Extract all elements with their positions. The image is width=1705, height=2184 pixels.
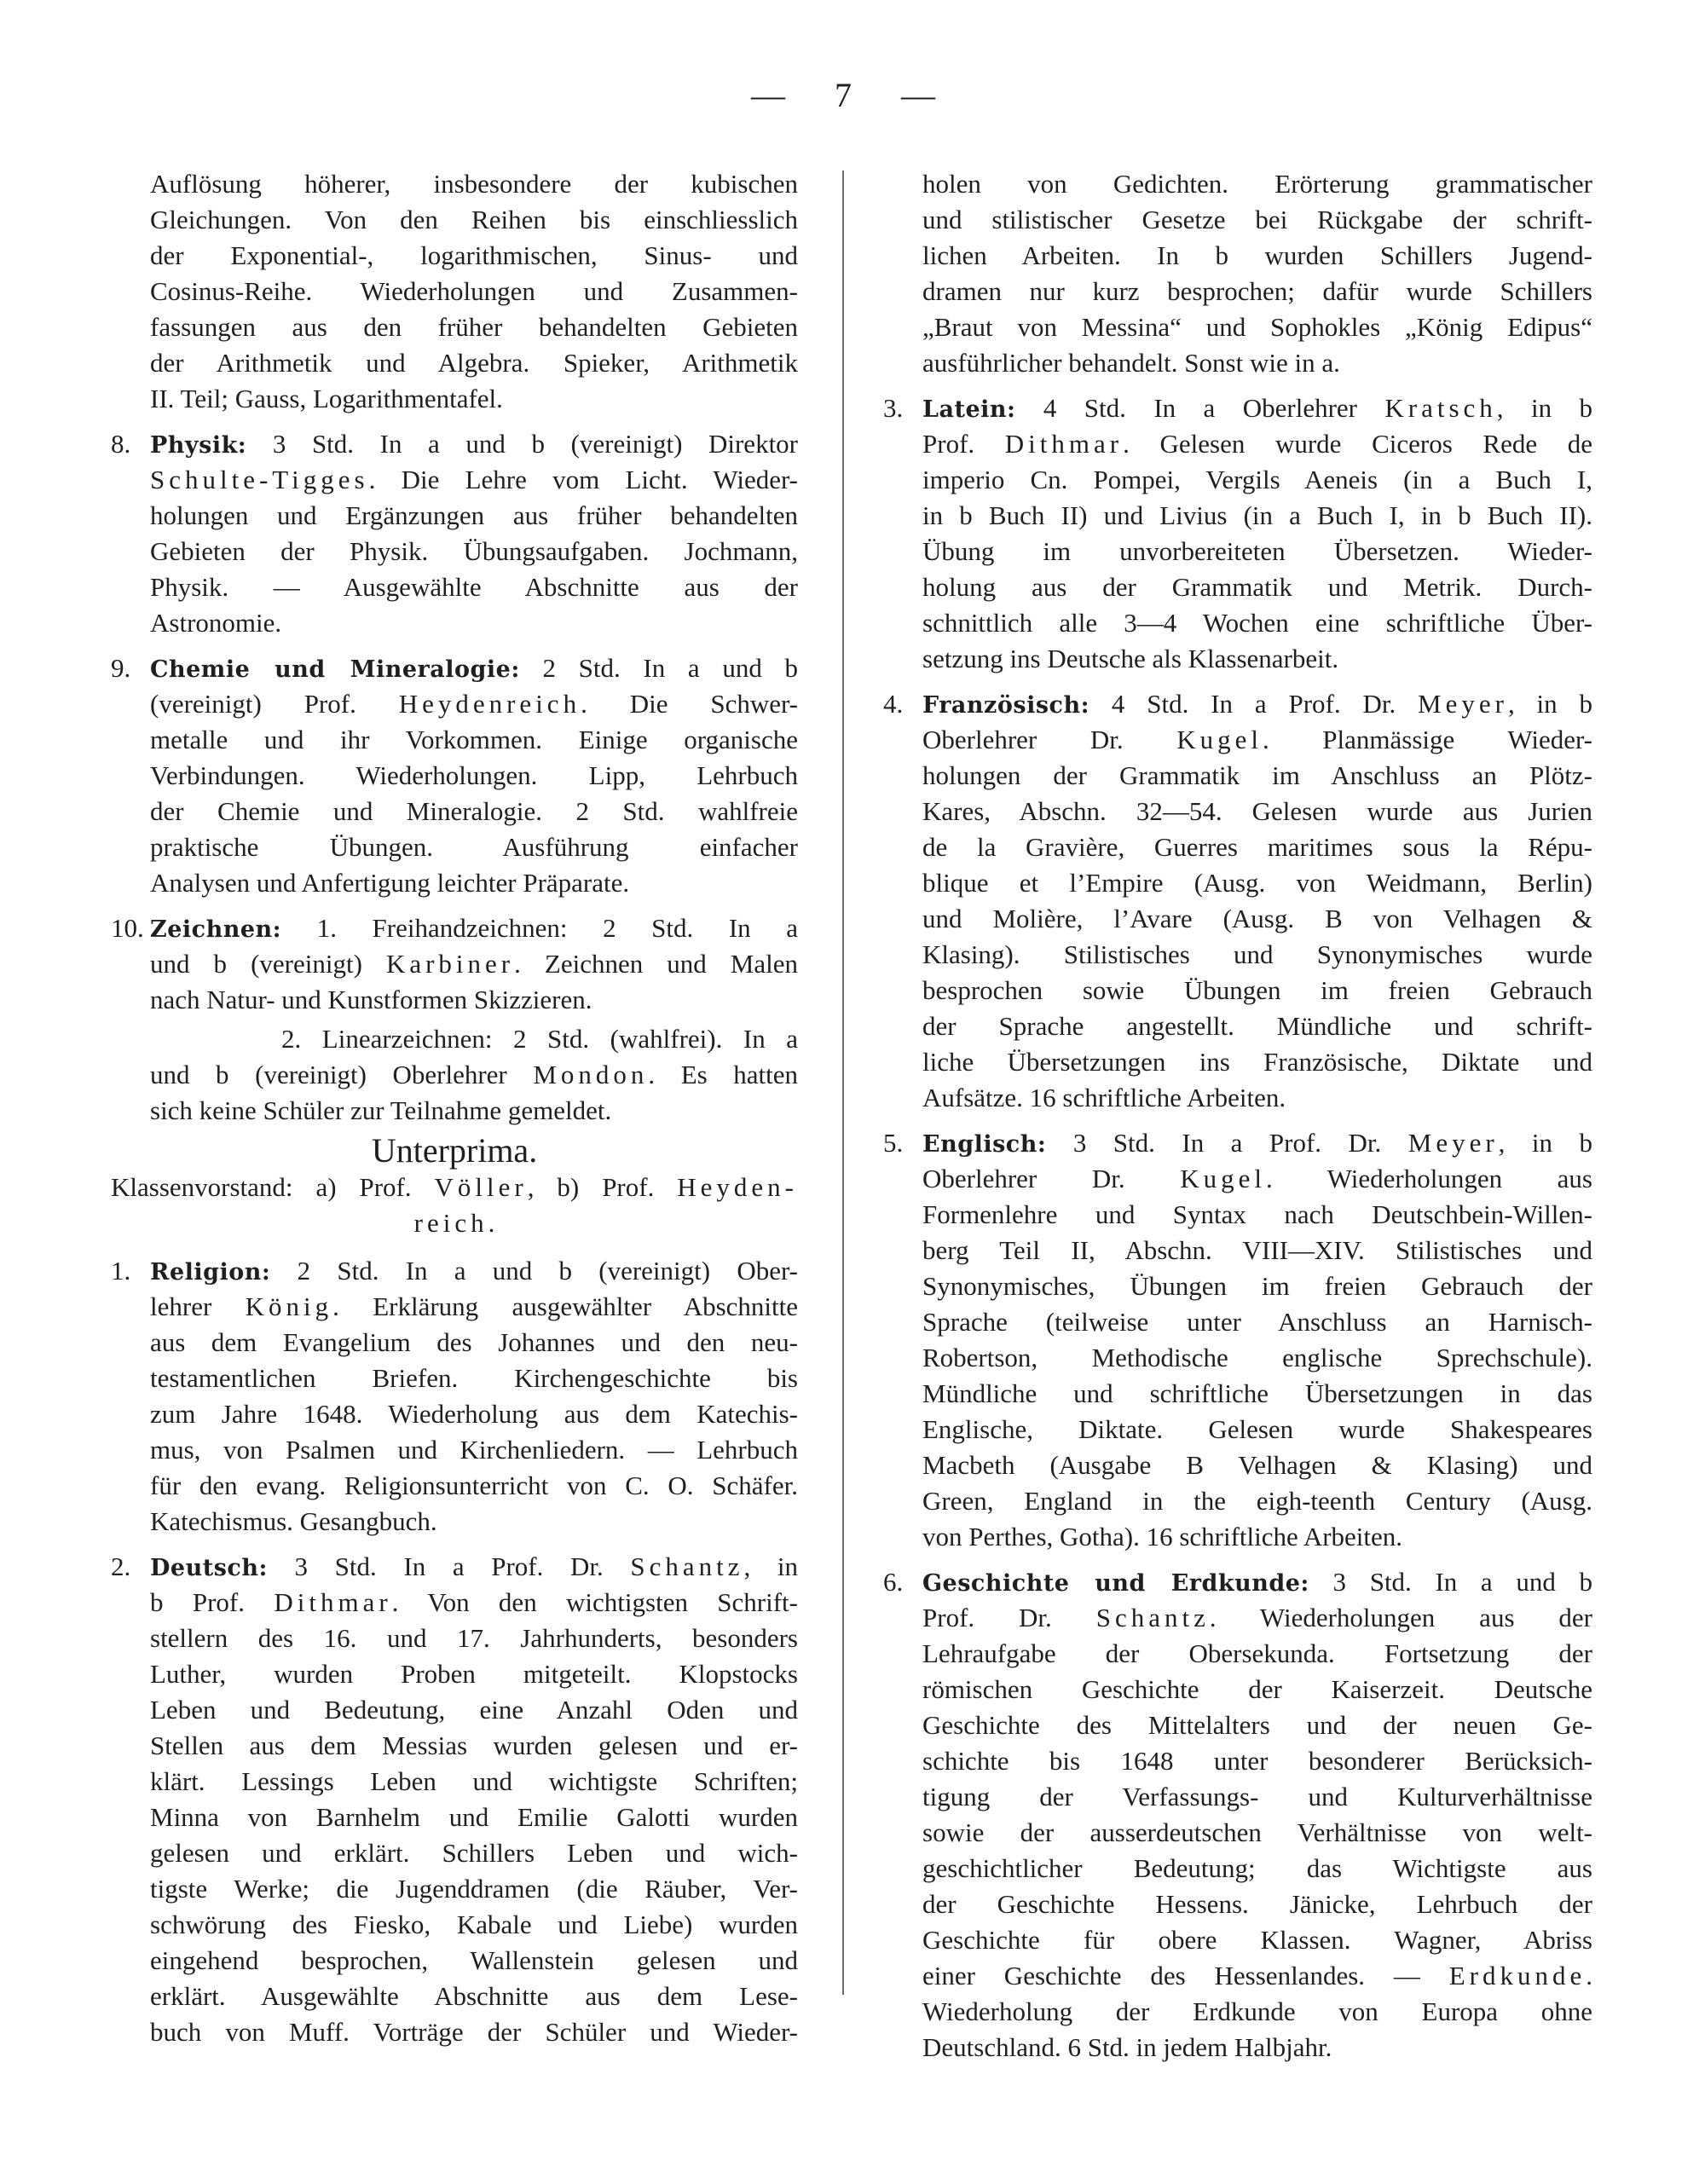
text-line: Oberlehrer Dr. Kugel. Wiederholungen aus: [922, 1164, 1592, 1193]
text-line: holungen und Ergänzungen aus früher behandelten: [150, 500, 798, 530]
teacher-name: Schantz: [1095, 1603, 1210, 1632]
teacher-name: reich: [413, 1208, 488, 1238]
text-line: II. Teil; Gauss, Logarithmentafel.: [150, 384, 503, 413]
text-line: setzung ins Deutsche als Klassenarbeit.: [922, 644, 1339, 673]
text-line: Green, England in the eigh-teenth Century (Ausg.: [922, 1486, 1592, 1516]
text-line: und stilistischer Gesetze bei Rückgabe der schrift-: [922, 205, 1592, 234]
text-line: Formenlehre und Syntax nach Deutschbein-Willen-: [922, 1199, 1592, 1229]
text-line: berg Teil II, Abschn. VIII—XIV. Stilistisches und: [922, 1235, 1592, 1265]
section-number: 4.: [883, 689, 904, 719]
text-line: Macbeth (Ausgabe B Velhagen & Klasing) und: [922, 1450, 1592, 1480]
text-line: sowie der ausserdeutschen Verhältnisse von welt-: [922, 1817, 1592, 1847]
text-line: und Molière, l’Avare (Ausg. B von Velhagen &: [922, 904, 1592, 933]
section-heading: Englisch:: [922, 1131, 1047, 1158]
text-line: eingehend besprochen, Wallenstein gelesen und: [150, 1945, 798, 1975]
text-line: holungen der Grammatik im Anschluss an Plötz-: [922, 760, 1592, 790]
text-line: sich keine Schüler zur Teilnahme gemeldet.: [150, 1095, 612, 1125]
text-line: zum Jahre 1648. Wiederholung aus dem Katechis-: [150, 1399, 798, 1429]
section-heading: Latein:: [922, 396, 1016, 423]
text-line: schnittlich alle 3—4 Wochen eine schriftliche Über-: [922, 608, 1592, 638]
text-line: Physik. — Ausgewählte Abschnitte aus der: [150, 572, 798, 602]
text-line: Lehraufgabe der Obersekunda. Fortsetzung der: [922, 1638, 1592, 1668]
text-line: tigste Werke; die Jugenddramen (die Räuber, Ver-: [150, 1874, 798, 1904]
text-line: Sprache (teilweise unter Anschluss an Harnisch-: [922, 1307, 1592, 1337]
teacher-name: Völler: [434, 1172, 528, 1202]
section-heading: Zeichnen:: [150, 916, 282, 943]
text-line: Chemie und Mineralogie: 2 Std. In a und b: [150, 653, 798, 683]
text-line: gelesen und erklärt. Schillers Leben und wich-: [150, 1838, 798, 1868]
text-line: Gleichungen. Von den Reihen bis einschliesslich: [150, 205, 798, 234]
text-line: blique et l’Empire (Ausg. von Weidmann, Berlin): [922, 868, 1592, 898]
teacher-name: Schantz: [630, 1551, 744, 1581]
section-number: 9.: [111, 653, 131, 683]
text-line: Gebieten der Physik. Übungsaufgaben. Jochmann,: [150, 536, 798, 566]
text-line: Französisch: 4 Std. In a Prof. Dr. Meyer, in b: [922, 689, 1592, 719]
teacher-name: Mondon: [533, 1060, 649, 1089]
text-line: liche Übersetzungen ins Französische, Diktate und: [922, 1047, 1592, 1077]
text-line: lehrer König. Erklärung ausgewählter Abschnitte: [150, 1291, 798, 1321]
text-line: der Geschichte Hessens. Jänicke, Lehrbuch der: [922, 1889, 1592, 1919]
text-line: Übung im unvorbereiteten Übersetzen. Wieder-: [922, 536, 1592, 566]
text-line: Luther, wurden Proben mitgeteilt. Klopstocks: [150, 1659, 798, 1689]
text-line: Schulte-Tigges. Die Lehre vom Licht. Wieder-: [150, 465, 798, 494]
text-line: Minna von Barnhelm und Emilie Galotti wurden: [150, 1802, 798, 1832]
text-line: klärt. Lessings Leben und wichtigste Schriften;: [150, 1766, 798, 1796]
section-heading: Deutsch:: [150, 1555, 268, 1581]
text-line: und b (vereinigt) Karbiner. Zeichnen und Malen: [150, 949, 798, 979]
text-line: Latein: 4 Std. In a Oberlehrer Kratsch, in b: [922, 393, 1592, 423]
text-line: (vereinigt) Prof. Heydenreich. Die Schwer-: [150, 689, 798, 719]
teacher-name: Meyer: [1407, 1128, 1499, 1158]
text-line: Verbindungen. Wiederholungen. Lipp, Lehrbuch: [150, 760, 798, 790]
section-number: 5.: [883, 1128, 904, 1158]
page-number: [0, 75, 1688, 115]
section-number: 8.: [111, 429, 131, 459]
text-line: geschichtlicher Bedeutung; das Wichtigste aus: [922, 1853, 1592, 1883]
text-line: Prof. Dithmar. Gelesen wurde Ciceros Rede de: [922, 429, 1592, 459]
page-number-value: 7: [835, 76, 853, 114]
class-teacher-line: Klassenvorstand: a) Prof. Völler, b) Prof. Heyden-: [111, 1172, 798, 1202]
section-number: 1.: [111, 1256, 131, 1286]
text-line: holung aus der Grammatik und Metrik. Durch-: [922, 572, 1592, 602]
text-line: 2. Linearzeichnen: 2 Std. (wahlfrei). In a: [281, 1024, 798, 1054]
text-line: und b (vereinigt) Oberlehrer Mondon. Es hatten: [150, 1060, 798, 1089]
text-line: metalle und ihr Vorkommen. Einige organische: [150, 725, 798, 754]
text-line: Geschichte für obere Klassen. Wagner, Abriss: [922, 1925, 1592, 1955]
section-number: 3.: [883, 393, 904, 423]
text-line: fassungen aus den früher behandelten Gebieten: [150, 312, 798, 342]
text-line: b Prof. Dithmar. Von den wichtigsten Schrift-: [150, 1587, 798, 1617]
text-line: Deutsch: 3 Std. In a Prof. Dr. Schantz, in: [150, 1551, 798, 1581]
text-line: Synonymisches, Übungen im freien Gebrauch der: [922, 1271, 1592, 1301]
text-line: lichen Arbeiten. In b wurden Schillers Jugend-: [922, 240, 1592, 270]
teacher-name: Heydenreich: [398, 689, 581, 719]
class-teacher-line: reich.: [413, 1208, 495, 1238]
text-line: ausführlicher behandelt. Sonst wie in a.: [922, 348, 1340, 378]
text-line: Leben und Bedeutung, eine Anzahl Oden und: [150, 1695, 798, 1725]
text-line: Robertson, Methodische englische Sprechschule).: [922, 1343, 1592, 1372]
teacher-name: Dithmar: [274, 1587, 392, 1617]
text-line: Cosinus-Reihe. Wiederholungen und Zusammen-: [150, 276, 798, 306]
text-line: praktische Übungen. Ausführung einfacher: [150, 832, 798, 862]
text-line: nach Natur- und Kunstformen Skizzieren.: [150, 985, 592, 1014]
text-line: erklärt. Ausgewählte Abschnitte aus dem Lese-: [150, 1981, 798, 2011]
text-line: Prof. Dr. Schantz. Wiederholungen aus der: [922, 1603, 1592, 1632]
text-line: der Chemie und Mineralogie. 2 Std. wahlfreie: [150, 796, 798, 826]
teacher-name: Karbiner: [385, 949, 515, 979]
text-line: Physik: 3 Std. In a und b (vereinigt) Direktor: [150, 429, 798, 459]
text-line: Kares, Abschn. 32—54. Gelesen wurde aus Jurien: [922, 796, 1592, 826]
column-divider: [842, 170, 844, 1995]
text-line: Religion: 2 Std. In a und b (vereinigt) Ober-: [150, 1256, 798, 1286]
teacher-name: Kratsch: [1384, 393, 1497, 423]
text-line: Oberlehrer Dr. Kugel. Planmässige Wieder-: [922, 725, 1592, 754]
text-line: aus dem Evangelium des Johannes und den neu-: [150, 1327, 798, 1357]
text-line: römischen Geschichte der Kaiserzeit. Deutsche: [922, 1674, 1592, 1704]
teacher-name: Erdkunde: [1448, 1961, 1587, 1990]
text-line: von Perthes, Gotha). 16 schriftliche Arbeiten.: [922, 1522, 1403, 1551]
text-line: Englische, Diktate. Gelesen wurde Shakespeares: [922, 1414, 1592, 1444]
text-line: dramen nur kurz besprochen; dafür wurde Schillers: [922, 276, 1592, 306]
section-heading: Chemie und Mineralogie:: [150, 656, 520, 683]
teacher-name: Kugel: [1180, 1164, 1266, 1193]
text-line: einer Geschichte des Hessenlandes. — Erdkunde.: [922, 1961, 1592, 1990]
text-line: „Braut von Messina“ und Sophokles „König Edipus“: [922, 312, 1592, 342]
text-line: Analysen und Anfertigung leichter Präparate.: [150, 868, 630, 898]
class-heading: Unterprima.: [371, 1131, 538, 1170]
text-line: schwörung des Fiesko, Kabale und Liebe) wurden: [150, 1910, 798, 1939]
text-line: stellern des 16. und 17. Jahrhunderts, besonders: [150, 1623, 798, 1653]
teacher-name: König: [245, 1291, 333, 1321]
text-line: der Exponential-, logarithmischen, Sinus- und: [150, 240, 798, 270]
text-line: Katechismus. Gesangbuch.: [150, 1506, 437, 1536]
text-line: für den evang. Religionsunterricht von C. O. Schäfer.: [150, 1470, 798, 1500]
text-line: Geschichte des Mittelalters und der neuen Ge-: [922, 1710, 1592, 1740]
section-number: 10.: [111, 913, 144, 943]
text-line: Englisch: 3 Std. In a Prof. Dr. Meyer, in b: [922, 1128, 1592, 1158]
text-line: Zeichnen: 1. Freihandzeichnen: 2 Std. In a: [150, 913, 798, 943]
section-heading: Geschichte und Erdkunde:: [922, 1570, 1309, 1597]
dash-right: —: [901, 76, 937, 114]
section-number: 2.: [111, 1551, 131, 1581]
text-line: der Arithmetik und Algebra. Spieker, Arithmetik: [150, 348, 798, 378]
section-heading: Religion:: [150, 1259, 271, 1286]
text-line: imperio Cn. Pompei, Vergils Aeneis (in a Buch I,: [922, 465, 1592, 494]
text-line: testamentlichen Briefen. Kirchengeschichte bis: [150, 1363, 798, 1393]
text-line: Stellen aus dem Messias wurden gelesen und er-: [150, 1730, 798, 1760]
text-line: in b Buch II) und Livius (in a Buch I, in b Buch II).: [922, 500, 1592, 530]
teacher-name: Schulte-Tigges: [150, 465, 369, 494]
section-heading: Französisch:: [922, 692, 1090, 719]
teacher-name: Kugel: [1176, 725, 1263, 754]
teacher-name: Meyer: [1418, 689, 1508, 719]
text-line: buch von Muff. Vorträge der Schüler und Wieder-: [150, 2017, 798, 2047]
text-line: der Sprache angestellt. Mündliche und schrift-: [922, 1011, 1592, 1041]
text-line: Astronomie.: [150, 608, 282, 638]
text-line: Geschichte und Erdkunde: 3 Std. In a und b: [922, 1567, 1592, 1597]
section-heading: Physik:: [150, 432, 247, 459]
teacher-name: Dithmar: [1004, 429, 1124, 459]
text-line: Mündliche und schriftliche Übersetzungen in das: [922, 1378, 1592, 1408]
text-line: Deutschland. 6 Std. in jedem Halbjahr.: [922, 2032, 1332, 2062]
text-line: holen von Gedichten. Erörterung grammatischer: [922, 169, 1592, 199]
text-line: tigung der Verfassungs- und Kulturverhältnisse: [922, 1782, 1592, 1811]
text-line: mus, von Psalmen und Kirchenliedern. — Lehrbuch: [150, 1435, 798, 1465]
text-line: besprochen sowie Übungen im freien Gebrauch: [922, 975, 1592, 1005]
section-number: 6.: [883, 1567, 904, 1597]
text-line: Klasing). Stilistisches und Synonymisches wurde: [922, 939, 1592, 969]
teacher-name: Heyden-: [677, 1172, 798, 1202]
text-line: schichte bis 1648 unter besonderer Berücksich-: [922, 1746, 1592, 1776]
dash-left: —: [751, 76, 787, 114]
text-line: de la Gravière, Guerres maritimes sous la Répu-: [922, 832, 1592, 862]
text-line: Aufsätze. 16 schriftliche Arbeiten.: [922, 1083, 1286, 1112]
text-line: Wiederholung der Erdkunde von Europa ohne: [922, 1996, 1592, 2026]
text-line: Auflösung höherer, insbesondere der kubischen: [150, 169, 798, 199]
